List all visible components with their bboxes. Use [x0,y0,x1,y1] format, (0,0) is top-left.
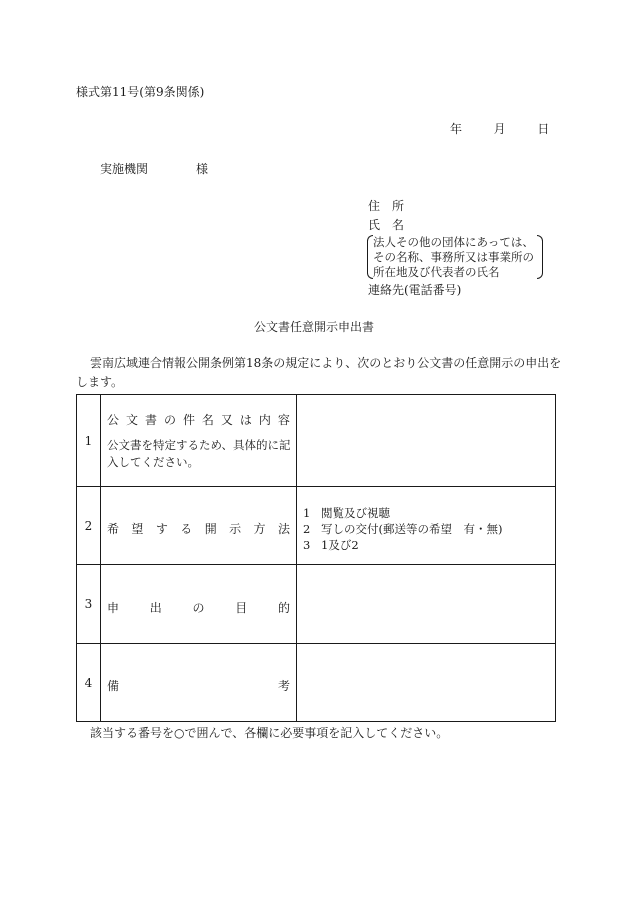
intro-line2: します。 [76,375,124,389]
row-label [101,487,297,564]
form-number: 様式第11号(第9条関係) [76,85,205,99]
applicant-note-line3: 所在地及び代表者の氏名 [373,265,500,279]
row-number: 3 [77,565,101,643]
applicant-address-label: 住 所 [368,199,405,213]
disclosure-method-options [303,505,502,553]
date-day: 日 [537,122,550,136]
date-line [450,123,549,135]
row-label [101,565,297,643]
label-disclosure-method: 希 望 す る 開 示 方 法 [107,522,290,536]
applicant-note-line1: 法人その他の団体にあっては、 [373,235,534,249]
request-table [76,394,556,722]
table-row-3 [77,565,555,644]
option-2[interactable]: 2 写しの交付(郵送等の希望 有・無) [303,522,503,536]
table-row-1 [77,395,555,487]
disclosure-method-field [297,487,555,564]
row-label [101,644,297,721]
applicant-note-line2: その名称、事務所又は事業所の [373,250,534,264]
applicant-name-label: 氏 名 [368,218,405,232]
footnote: 該当する番号を○で囲んで、各欄に必要事項を記入してください。 [90,726,449,740]
table-row-4 [77,644,555,721]
row-number: 1 [77,395,101,486]
date-year: 年 [450,122,463,136]
recipient-org: 実施機関 [100,162,149,176]
applicant-note-bracket [367,235,543,279]
label-document-subject-note: 公文書を特定するため、具体的に記入してください。 [107,438,291,469]
applicant-contact-label: 連絡先(電話番号) [368,283,462,297]
intro-line1: 雲南広域連合情報公開条例第18条の規定により、次のとおり公文書の任意開示の申出を [90,356,562,370]
option-1[interactable]: 1 閲覧及び視聴 [303,506,390,520]
document-title: 公文書任意開示申出書 [254,320,375,334]
bracket-right [537,235,543,279]
table-row-2 [77,487,555,565]
remarks-field[interactable] [297,644,555,721]
label-purpose: 申 出 の 目 的 [107,601,290,615]
label-document-subject: 公 文 書 の 件 名 又 は 内 容 [107,413,290,427]
purpose-field[interactable] [297,565,555,643]
option-3[interactable]: 3 1及び2 [303,538,359,552]
label-remarks: 備 考 [107,679,290,693]
document-subject-field[interactable] [297,395,555,486]
row-number: 4 [77,644,101,721]
date-month: 月 [493,122,506,136]
recipient-honorific: 様 [196,162,209,176]
applicant-note [373,235,543,280]
row-label [101,395,297,486]
row-number: 2 [77,487,101,564]
